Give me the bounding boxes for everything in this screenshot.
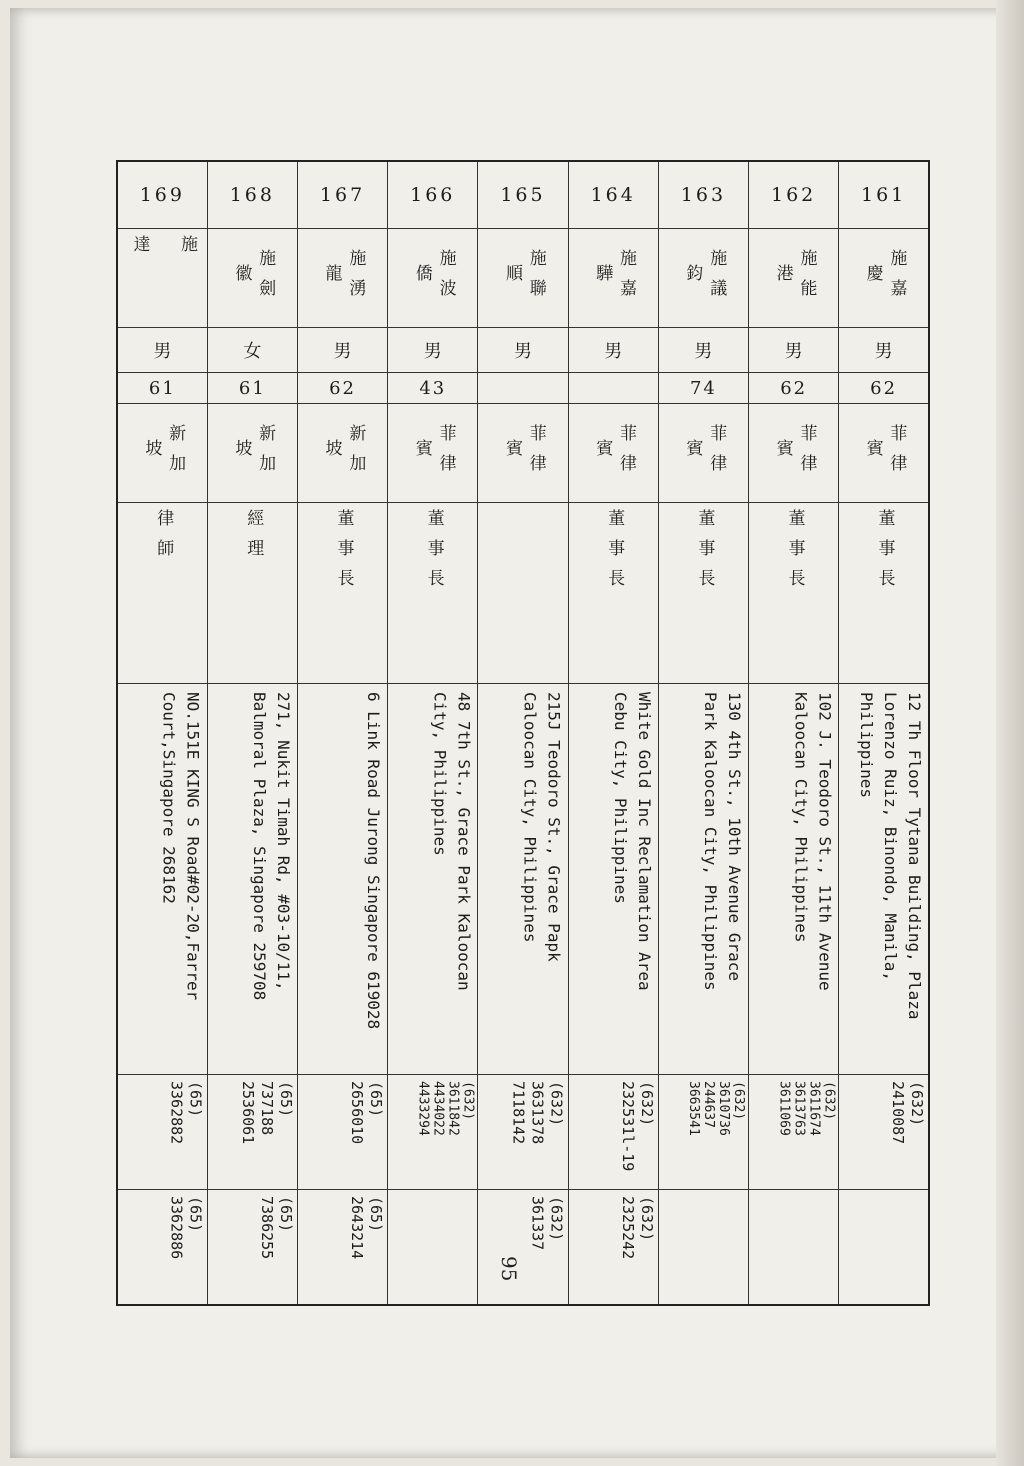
cell-title: 董事長 [568, 503, 658, 684]
cell-telephone: (65) 3362882 [117, 1075, 207, 1190]
cell-age: 74 [658, 373, 748, 404]
cell-name: 施波僑 [388, 229, 478, 328]
cell-address: 102 J. Teodoro St., 11th Avenue Kaloocan City, Philippines [749, 684, 839, 1075]
cell-fax: (632) 361337 [478, 1190, 568, 1306]
cell-address: 215J Teodoro St., Grace Papk Caloocan City, Philippines [478, 684, 568, 1075]
cell-name: 施嘉驊 [568, 229, 658, 328]
cell-country: 新加坡 [207, 404, 297, 503]
cell-sex: 男 [297, 328, 387, 373]
cell-address: 48 7th St., Grace Park Kaloocan City, Philippines [388, 684, 478, 1075]
cell-title: 律師 [117, 503, 207, 684]
cell-title: 董事長 [297, 503, 387, 684]
cell-number: 163 [658, 161, 748, 229]
cell-sex: 女 [207, 328, 297, 373]
cell-title: 經理 [207, 503, 297, 684]
cell-name: 施嘉慶 [839, 229, 929, 328]
cell-title: 董事長 [839, 503, 929, 684]
cell-address: White Gold Inc Reclamation Area Cebu City, Philippines [568, 684, 658, 1075]
cell-address: 271, Nukit Timah Rd, #03-10/11, Balmoral Plaza, Singapore 259708 [207, 684, 297, 1075]
cell-fax: (65) 7386255 [207, 1190, 297, 1306]
cell-title: 董事長 [388, 503, 478, 684]
cell-fax: (65) 3362886 [117, 1190, 207, 1306]
cell-sex: 男 [388, 328, 478, 373]
cell-number: 165 [478, 161, 568, 229]
cell-country: 菲律賓 [839, 404, 929, 503]
cell-age: 61 [117, 373, 207, 404]
cell-telephone: (632) 232531l-19 [568, 1075, 658, 1190]
cell-country: 新加坡 [117, 404, 207, 503]
cell-country: 新加坡 [297, 404, 387, 503]
cell-age: 62 [749, 373, 839, 404]
cell-telephone: (632) 3611842 4434022 4433294 [388, 1075, 478, 1190]
row-name [117, 229, 929, 328]
cell-title: 董事長 [749, 503, 839, 684]
cell-sex: 男 [658, 328, 748, 373]
cell-telephone: (632) 3610736 244637 3663541 [658, 1075, 748, 1190]
cell-telephone: (65) 737188 2536061 [207, 1075, 297, 1190]
row-country [117, 404, 929, 503]
cell-country: 菲律賓 [568, 404, 658, 503]
cell-age: 43 [388, 373, 478, 404]
cell-name: 施議鈞 [658, 229, 748, 328]
cell-sex: 男 [478, 328, 568, 373]
cell-fax: (632) 2325242 [568, 1190, 658, 1306]
cell-country: 菲律賓 [388, 404, 478, 503]
cell-age [478, 373, 568, 404]
member-directory-table [116, 160, 930, 1306]
cell-telephone: (632) 3611674 3613763 3611069 [749, 1075, 839, 1190]
page-edge [996, 0, 1024, 1466]
cell-title [478, 503, 568, 684]
cell-sex: 男 [568, 328, 658, 373]
cell-telephone: (65) 2656010 [297, 1075, 387, 1190]
cell-fax [749, 1190, 839, 1306]
row-telephone [117, 1075, 929, 1190]
cell-number: 169 [117, 161, 207, 229]
row-fax [117, 1190, 929, 1306]
cell-number: 168 [207, 161, 297, 229]
cell-age: 61 [207, 373, 297, 404]
cell-country: 菲律賓 [658, 404, 748, 503]
row-number [117, 161, 929, 229]
cell-title: 董事長 [658, 503, 748, 684]
cell-number: 166 [388, 161, 478, 229]
cell-sex: 男 [749, 328, 839, 373]
cell-country: 菲律賓 [749, 404, 839, 503]
cell-sex: 男 [839, 328, 929, 373]
cell-address: 12 Th Floor Tytana Building, Plaza Lorenzo Ruiz, Binondo, Manila, Philippines [839, 684, 929, 1075]
cell-fax: (65) 2643214 [297, 1190, 387, 1306]
cell-number: 162 [749, 161, 839, 229]
cell-fax [388, 1190, 478, 1306]
page-number: 95 [497, 1256, 521, 1282]
cell-telephone: (632) 3631378 7118142 [478, 1075, 568, 1190]
row-sex [117, 328, 929, 373]
cell-age [568, 373, 658, 404]
cell-address: 130 4th St., 10th Avenue Grace Park Kaloocan City, Philippines [658, 684, 748, 1075]
cell-number: 167 [297, 161, 387, 229]
row-address [117, 684, 929, 1075]
cell-address: NO.151E KING S Road#02-20,Farrer Court,Singapore 268162 [117, 684, 207, 1075]
cell-name: 施劍徽 [207, 229, 297, 328]
cell-age: 62 [297, 373, 387, 404]
cell-number: 164 [568, 161, 658, 229]
cell-sex: 男 [117, 328, 207, 373]
cell-address: 6 Link Road Jurong Singapore 619028 [297, 684, 387, 1075]
cell-name: 施能港 [749, 229, 839, 328]
cell-age: 62 [839, 373, 929, 404]
cell-name: 施湧龍 [297, 229, 387, 328]
cell-fax [839, 1190, 929, 1306]
cell-telephone: (632) 2410087 [839, 1075, 929, 1190]
cell-fax [658, 1190, 748, 1306]
cell-country: 菲律賓 [478, 404, 568, 503]
row-age [117, 373, 929, 404]
cell-number: 161 [839, 161, 929, 229]
cell-name: 施 達 [117, 229, 207, 328]
row-title [117, 503, 929, 684]
cell-name: 施聯順 [478, 229, 568, 328]
